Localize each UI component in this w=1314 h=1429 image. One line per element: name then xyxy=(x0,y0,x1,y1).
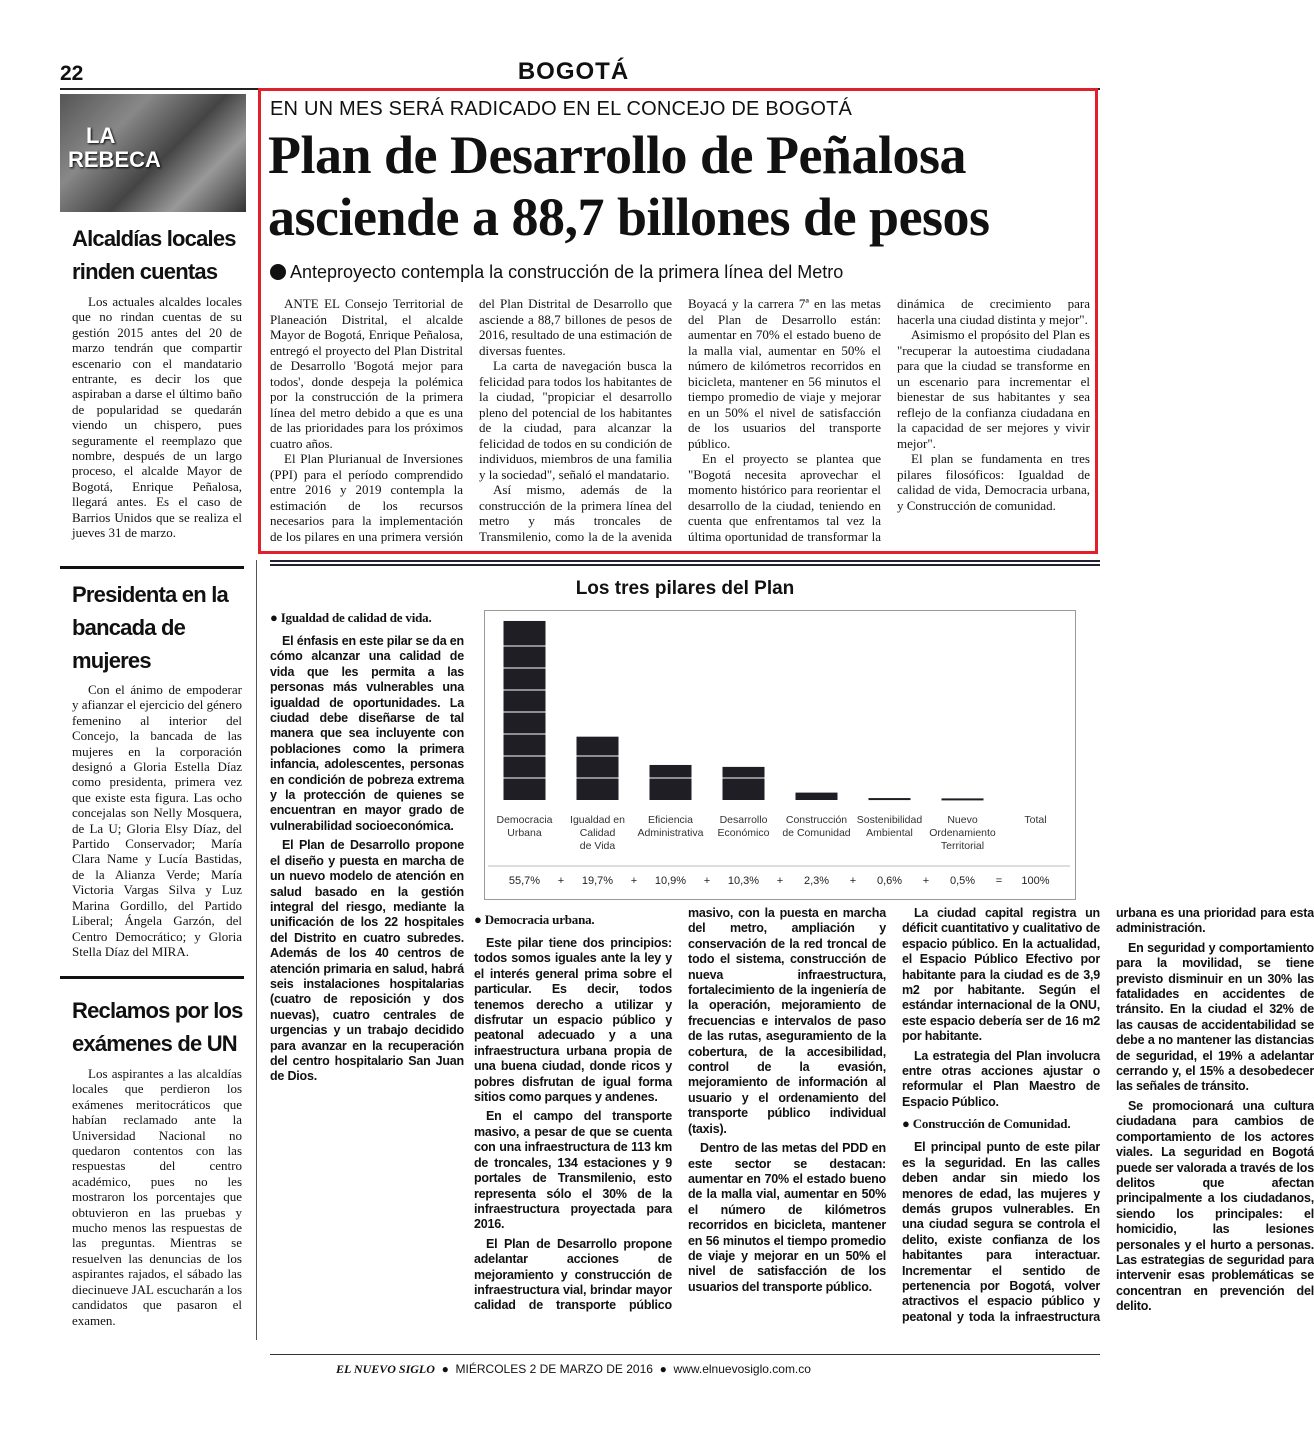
chart-title: Los tres pilares del Plan xyxy=(575,578,795,599)
column-divider xyxy=(256,560,257,1340)
footer-url: www.elnuevosiglo.com.co xyxy=(673,1362,811,1376)
page-number: 22 xyxy=(60,62,84,85)
footer-paper: EL NUEVO SIGLO xyxy=(336,1362,435,1376)
article-body xyxy=(270,296,1090,544)
tick-label: Calidad xyxy=(579,827,616,839)
tick-label: Eficiencia xyxy=(648,814,693,826)
footer-dot-icon: ● xyxy=(656,1362,671,1376)
bar xyxy=(869,798,911,800)
pillars-chart xyxy=(484,610,1074,898)
column-label: LA REBECA xyxy=(68,123,161,172)
operator-label: + xyxy=(776,875,784,887)
bar xyxy=(577,737,619,800)
article-paragraph: ANTE EL Consejo Territorial de Planeación Distrital, el alcalde Mayor de Bogotá, Enrique Peñalosa, entregó el proyecto del Plan Distrital de Desarrollo 'Bogotá mejor para todos', donde despeja la polémica por la construcción de la primera línea del metro debido a que es una de las prioridades para los próximos cuatro años. xyxy=(270,296,463,451)
data-label: 55,7% xyxy=(508,875,541,887)
article-paragraph: Asimismo el propósito del Plan es "recuperar la autoestima ciudadana para que la ciudad se transforme en un escenario para incrementar el bienestar de sus habitantes y sea reflejo de la confianza ciudadana en la capacidad de ser mejores y vivir mejor". xyxy=(897,327,1090,451)
tick-label: Nuevo xyxy=(947,814,978,826)
footer xyxy=(0,1362,1147,1377)
section-title: BOGOTÁ xyxy=(517,58,630,85)
operator-label: + xyxy=(630,875,638,887)
sidebar-item-title: Presidenta en la bancada de mujeres xyxy=(72,582,228,673)
pillar-paragraph: Se promocionará una cultura ciudadana para cambios de comportamiento de los actores viales. La seguridad en Bogotá puede ser valorada a través de los delitos que afectan principalmente a los ciudadanos, siendo los principales: el homicidio, las lesiones personales y el hurto a personas. Las estrategias de seguridad para intervenir esas problemáticas se concentran en prevención del delito. xyxy=(1116,1098,1314,1314)
sidebar-divider xyxy=(60,976,244,979)
tick-label: Ordenamiento xyxy=(929,827,996,839)
pillar-heading: ● Construcción de Comunidad. xyxy=(902,1116,1071,1132)
bar xyxy=(796,793,838,800)
tick-label: Económico xyxy=(717,827,770,839)
data-label: 0,6% xyxy=(876,875,903,887)
pillar-paragraph: El principal punto de este pilar es la seguridad. En las calles deben andar sin miedo los menores de edad, las mujeres y demás grupos vulnerables. En una ciudad segura se controla el delito, existe confianza de los habitantes para interactuar. Incrementar el sentido de pertenencia por Bogotá, volver atractivos el espacio público y peatonal y toda la infraestructura urbana es una prioridad para esta administración. xyxy=(902,906,1314,1324)
operator-label: + xyxy=(849,875,857,887)
tick-label: Ambiental xyxy=(866,827,913,839)
tick-label: Democracia xyxy=(496,814,553,826)
column-photo xyxy=(60,94,246,212)
sidebar-item-text: Los aspirantes a las alcaldías locales que perdieron los exámenes meritocráticos que habían reclamado ante la Universidad Nacional no quedaron contentos con las respuestas del centro académico, pues no les mostraron los porcentajes que obtuvieron en las pruebas y mucho menos las respuestas de las preguntas. Mientras se resuelven las denuncias de los aspirantes rajados, el sábado las diecinueve JAL escucharán a los candidatos que pasaron el examen. xyxy=(72,1066,242,1328)
article-paragraph: En el proyecto se plantea que "Bogotá necesita aprovechar el momento histórico para reorientar el desarrollo de la ciudad, teniendo en cuenta que enfrentamos tal vez la última oportunidad de transformar la dinámica de crecimiento para hacerla una ciudad distinta y mejor". xyxy=(688,296,1090,544)
pillars-column xyxy=(270,604,464,1344)
tick-label: Construcción xyxy=(785,814,848,826)
footer-rule xyxy=(270,1354,1100,1355)
pillar-paragraph: En seguridad y comportamiento para la movilidad, se tiene previsto disminuir en un 30% las fatalidades en accidentes de tránsito. En la ciudad el 32% de las causas de accidentabilidad se debe a no mantener las distancias de seguridad, el 19% a adelantar cerrando y, el 15% a desobedecer las señales de tránsito. xyxy=(1116,940,1314,1094)
data-label: 0,5% xyxy=(949,875,976,887)
tick-label: de Vida xyxy=(579,840,616,852)
bar xyxy=(942,798,984,800)
tick-label: Sostenibilidad xyxy=(856,814,923,826)
article-paragraph: La carta de navegación busca la felicidad para todos los habitantes de la ciudad, "propiciar el desarrollo pleno del potencial de los habitantes de la ciudad, para alcanzar la felicidad de todos en su condición de individuos, miembros de una familia y la sociedad", señaló el mandatario. xyxy=(479,358,672,482)
sidebar-item-title: Alcaldías locales rinden cuentas xyxy=(72,226,236,284)
operator-label: + xyxy=(557,875,565,887)
data-label: 10,3% xyxy=(727,875,760,887)
sidebar-item-text: Los actuales alcaldes locales que no rindan cuentas de su gestión 2015 antes del 20 de marzo tendrán que compartir escenario con el mandatario entrante, es decir los que aspiraban a darse el último baño de popularidad se quedarán viendo un chispero, pues seguramente el reemplazo que nombre, después de un largo proceso, el alcalde Mayor de Bogotá, Enrique Peñalosa, llegará antes. Es el caso de Barrios Unidos que se realiza el jueves 31 de marzo. xyxy=(72,294,242,541)
pillar-heading: ● Democracia urbana. xyxy=(474,912,595,927)
pillar-paragraph: El Plan de Desarrollo propone el diseño y puesta en marcha de un nuevo modelo de atención en salud basado en la gestión integral del riesgo, mediante la unificación de los 22 hospitales del Distrito en cuatro subredes. Además de los 40 centros de atención primaria en salud, habrá seis instalaciones hospitalarias (cuatro de reposición y dos nuevas), cuatro centrales de urgencias y un trabajo decidido para avanzar en la recuperación del centro hospitalario San Juan de Dios. xyxy=(270,838,464,1084)
kicker: EN UN MES SERÁ RADICADO EN EL CONCEJO DE BOGOTÁ xyxy=(270,98,853,120)
tick-label: Desarrollo xyxy=(719,814,768,826)
tick-label: de Comunidad xyxy=(782,827,851,839)
data-label: 2,3% xyxy=(803,875,830,887)
operator-label: + xyxy=(922,875,930,887)
sidebar-item-title: Reclamos por los exámenes de UN xyxy=(72,998,243,1056)
footer-date: MIÉRCOLES 2 DE MARZO DE 2016 xyxy=(455,1362,653,1376)
pillar-paragraph: En el campo del transporte masivo, a pesar de que se cuenta con una infraestructura de 113 km de troncales, 134 estaciones y 9 portales de Transmilenio, esto representa sólo el 30% de la infraestructura proyectada para 2016. xyxy=(474,1109,672,1232)
operator-label: = xyxy=(995,875,1003,887)
data-label: 10,9% xyxy=(654,875,687,887)
article-paragraph: El plan se fundamenta en tres pilares filosóficos: Igualdad de calidad de vida, Democracia urbana, y Construcción de comunidad. xyxy=(897,451,1090,513)
tick-label: Territorial xyxy=(940,840,985,852)
footer-dot-icon: ● xyxy=(438,1362,453,1376)
bar xyxy=(504,621,546,800)
pillar-paragraph: La estrategia del Plan involucra entre otras acciones ajustar o reformular el Plan Maestro de Espacio Público. xyxy=(902,1048,1100,1109)
tick-label: Total xyxy=(1024,814,1047,826)
bullet-icon xyxy=(270,264,286,280)
pillar-paragraph: Este pilar tiene dos principios: todos somos iguales ante la ley y el interés general prima sobre el particular. Es decir, todos tenemos derecho a utilizar y disfrutar un espacio público y peatonal adecuado y a una infraestructura urbana propia de una buena ciudad, donde ricos y pobres disfrutan de igual forma sitios como parques y andenes. xyxy=(474,936,672,1105)
pillar-paragraph: El Plan de Desarrollo propone adelantar acciones de mejoramiento y construcción de infraestructura vial, brindar mayor calidad de transporte público masivo, con la puesta en marcha del metro, ampliación y conservación de la red troncal de todo el sistema, construcción de nueva infraestructura, fortalecimiento de la ingeniería de la operación, mejoramiento de frecuencias e intervalos de paso de las rutas, aseguramiento de la cobertura, de la accesibilidad, control de la evasión, mejoramiento de información al usuario y el ordenamiento del transporte público individual (taxis). xyxy=(474,906,886,1313)
headline: Plan de Desarrollo de Peñalosa asciende a 88,7 billones de pesos xyxy=(268,125,990,247)
bar xyxy=(723,767,765,800)
pillars-columns xyxy=(474,906,1314,1326)
tick-label: Igualdad en xyxy=(570,814,625,826)
separator-rule xyxy=(270,560,1100,566)
pillar-paragraph: Dentro de las metas del PDD en este sector se destacan: aumentar en 70% el estado bueno de la malla vial, aumentar en 50% el número de kilómetros recorridos en bicicleta, mantener en 56 minutos el tiempo promedio de viaje y mejorar en un 50% el nivel de satisfacción de los usuarios del transporte público. xyxy=(688,1141,886,1294)
article-paragraph: Así mismo, además de la construcción de la primera línea del metro y más troncales de Transmilenio, como la de la avenida Boyacá y la carrera 7ª en las metas del Plan de Desarrollo están: aumentar en 70% el estado bueno de la malla vial, aumentar en 50% el número de kilómetros recorridos en bicicleta, mantener en 56 minutos el tiempo promedio de viaje y mejorar en un 50% el nivel de satisfacción de los usuarios del transporte público. xyxy=(479,296,881,544)
article-paragraph: El Plan Plurianual de Inversiones (PPI) para el período comprendido entre 2016 y 2019 contempla la estimación de los recursos necesarios para la implementación de los pilares en una primera versión del Plan Distrital de Desarrollo que asciende a 88,7 billones de pesos de 2016, resultado de una estimación de diversas fuentes. xyxy=(270,296,672,544)
pillar-paragraph: El énfasis en este pilar se da en cómo alcanzar una calidad de vida que les permita a las personas más vulnerables una igualdad de oportunidades. La ciudad debe diseñarse de tal manera que sea incluyente con poblaciones como la primera infancia, adolescentes, personas en condición de pobreza extrema y la protección de quienes se encuentran en mayor grado de vulnerabilidad socioeconómica. xyxy=(270,634,464,833)
pillar-heading: ● Igualdad de calidad de vida. xyxy=(270,610,432,625)
bar xyxy=(650,765,692,800)
data-label: 19,7% xyxy=(581,875,614,887)
operator-label: + xyxy=(703,875,711,887)
pillar-paragraph: La ciudad capital registra un déficit cuantitativo y cualitativo de espacio público. En la actualidad, el Espacio Público Efectivo por habitante para la ciudad es de 3,9 m2 por habitante. Según el estándar internacional de la ONU, este espacio debería ser de 16 m2 por habitante. xyxy=(902,906,1100,1044)
sidebar-divider xyxy=(60,566,244,569)
sidebar-item-text: Con el ánimo de empoderar y afianzar el ejercicio del género femenino al interior del Concejo, la bancada de las mujeres en la corporación designó a Gloria Estella Díaz como presidenta, primera vez que existe esta figura. Las ocho concejalas son Nelly Mosquera, de La U; Gloria Elsy Díaz, del Partido Conservador; María Clara Name y Lucía Bastidas, de la Alianza Verde; María Victoria Vargas Silva y Luz Marina Gordillo, del Partido Liberal; Ángela Garzón, del Centro Democrático; y Gloria Stella Díaz del MIRA. xyxy=(72,682,242,959)
tick-label: Urbana xyxy=(507,827,542,839)
tick-label: Administrativa xyxy=(637,827,704,839)
data-label: 100% xyxy=(1021,875,1050,887)
subhead: Anteproyecto contempla la construcción de la primera línea del Metro xyxy=(270,262,843,283)
